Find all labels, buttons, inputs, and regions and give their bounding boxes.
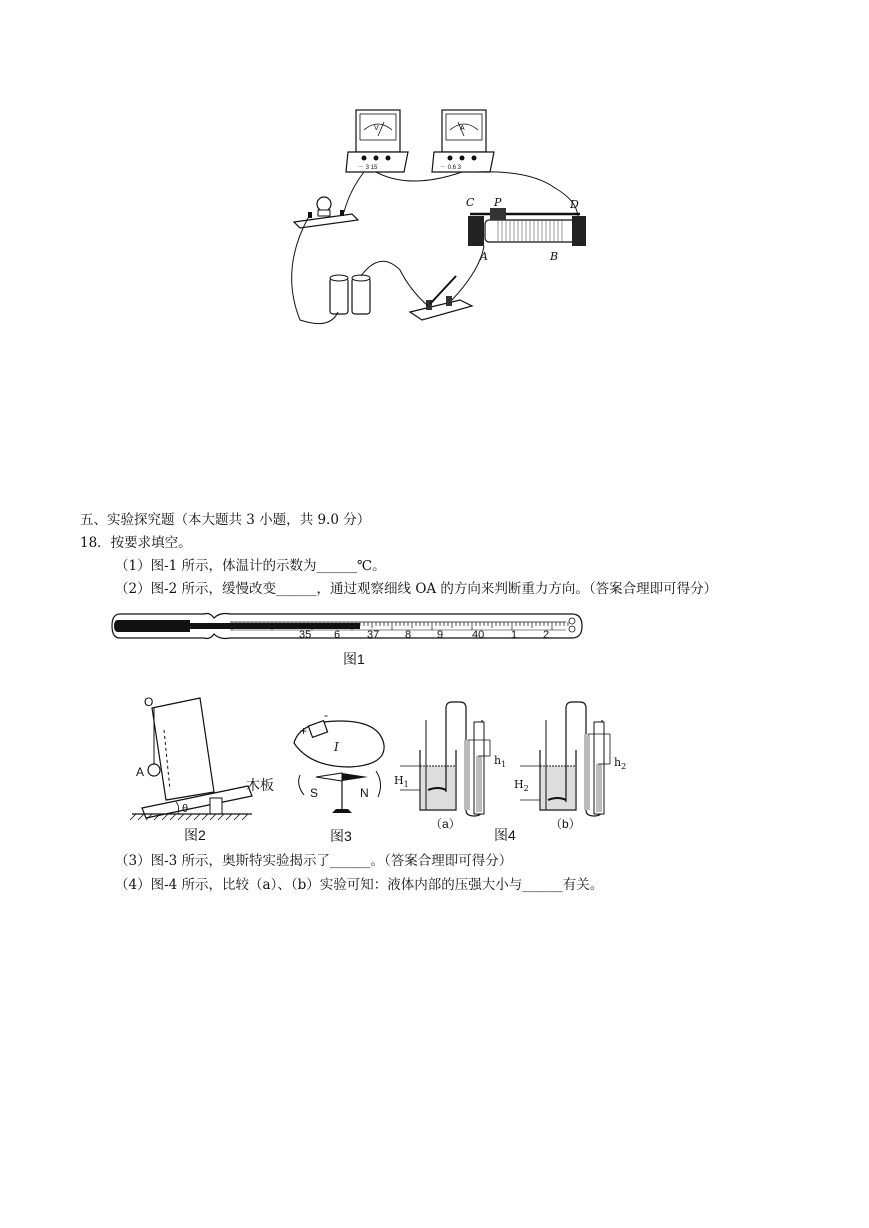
fig1-scale-9: 9: [437, 629, 444, 641]
question-title: 18．按要求填空。: [80, 535, 192, 551]
ammeter-terminals: － 0.6 3: [440, 165, 462, 171]
fig1-scale-8: 8: [405, 629, 412, 641]
fig4-label-h1: $h_1$: [494, 754, 507, 769]
batteries: [330, 275, 370, 314]
fig4-caption: 图4: [494, 827, 516, 843]
fig1-scale-37: 37: [367, 629, 380, 641]
fig4-setup-b: [514, 702, 626, 831]
rheostat: [466, 196, 586, 263]
fig4-setup-a: [394, 702, 506, 831]
fig2-label-o: O: [144, 695, 154, 709]
rheostat-label-c: C: [466, 196, 475, 209]
fig1-scale-1: 1: [511, 629, 518, 641]
voltmeter-label: V: [374, 125, 379, 132]
fig4-sub-b: （b）: [550, 817, 581, 831]
rheostat-label-b: B: [550, 250, 559, 263]
rheostat-label-d: D: [570, 198, 579, 211]
fig3-label-s: S: [310, 786, 319, 800]
fig4-label-H1: $H_1$: [394, 774, 409, 789]
fig3-caption: 图3: [330, 828, 352, 844]
fig1-scale-2: 2: [543, 629, 550, 641]
voltmeter-terminals: － 3 15: [358, 165, 378, 171]
fig3-label-plus: +: [300, 724, 308, 738]
fig3-label-n: N: [360, 786, 369, 800]
bulb: [294, 197, 358, 228]
fig2-plumb-line: [128, 690, 288, 845]
rheostat-label-a: A: [480, 250, 488, 263]
fig2-caption: 图2: [184, 827, 206, 843]
fig1-scale-6: 6: [334, 629, 341, 641]
circuit-diagram: [280, 100, 600, 330]
fig1-scale-40: 40: [472, 629, 485, 641]
fig2-label-board: 木板: [246, 777, 274, 793]
fig2-label-a: A: [136, 765, 145, 779]
fig4-manometers: [390, 700, 630, 845]
question-item-3: （3）图-3 所示，奥斯特实验揭示了______。（答案合理即可得分）: [115, 853, 513, 869]
fig3-label-i: I: [334, 740, 339, 754]
fig4-label-h2: $h_2$: [614, 756, 627, 771]
voltmeter: [346, 110, 408, 172]
fig2-label-theta: θ: [182, 803, 189, 815]
fig4-label-H2: $H_2$: [514, 778, 529, 793]
fig1-thermometer: [110, 608, 590, 672]
fig3-label-minus: -: [324, 708, 328, 722]
fig1-scale-35: 35: [299, 629, 312, 641]
rheostat-label-p: P: [494, 196, 502, 209]
section-heading: 五、实验探究题（本大题共 3 小题，共 9.0 分）: [80, 512, 371, 528]
fig1-caption: 图1: [343, 651, 365, 667]
ammeter-label: A: [460, 125, 465, 132]
question-item-1: （1）图-1 所示，体温计的示数为______℃。: [115, 558, 386, 574]
question-item-4: （4）图-4 所示，比较（a）、（b）实验可知：液体内部的压强大小与______有关。: [115, 877, 604, 893]
question-item-2: （2）图-2 所示，缓慢改变______，通过观察细线 OA 的方向来判断重力方向。（答案合理即可得分）: [115, 581, 718, 597]
ammeter: [432, 110, 494, 172]
fig4-sub-a: （a）: [430, 817, 461, 831]
fig3-oersted: [280, 705, 400, 845]
